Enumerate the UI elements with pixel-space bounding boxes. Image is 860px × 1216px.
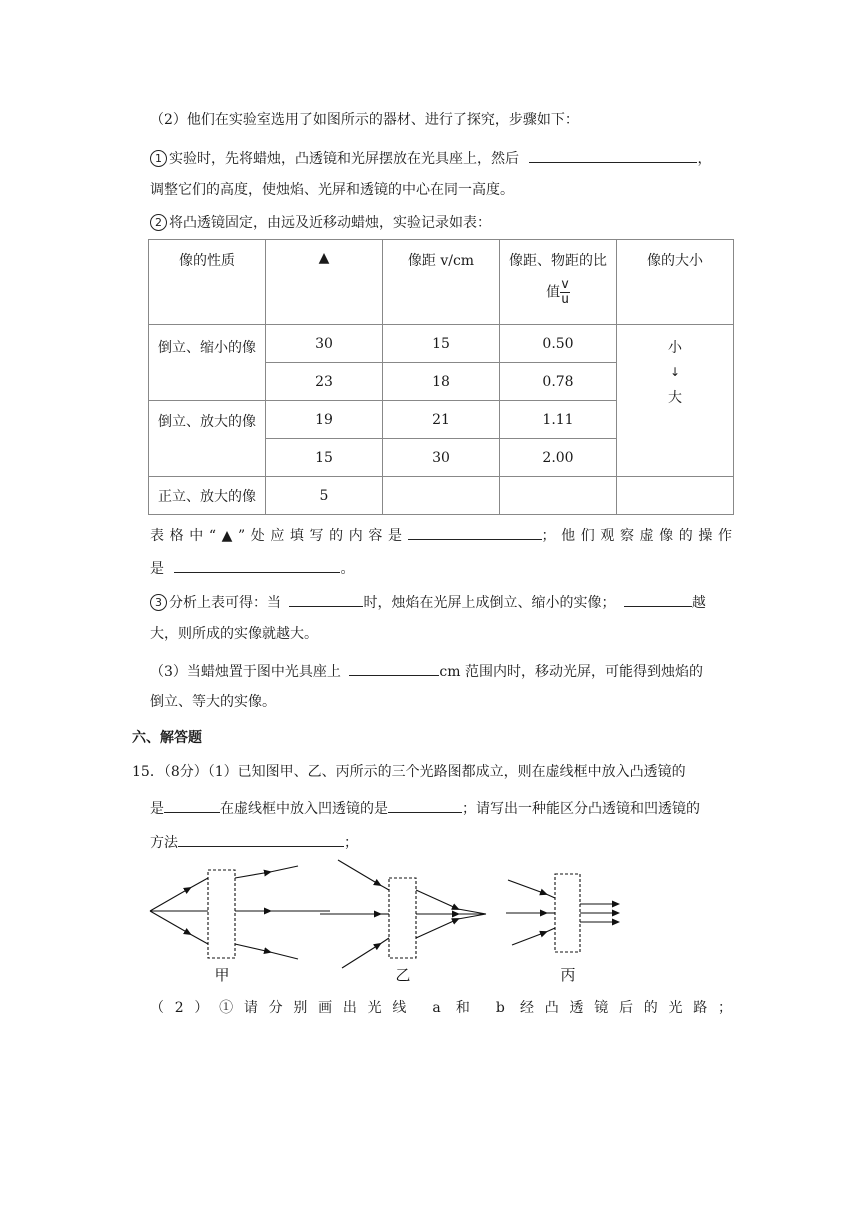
l3-text-b: 时，烛焰在光屏上成倒立、缩小的实像； bbox=[363, 595, 616, 611]
answer-blank[interactable] bbox=[349, 659, 439, 676]
answer-blank[interactable] bbox=[408, 523, 542, 540]
answer-blank[interactable] bbox=[624, 590, 692, 607]
l2-text: 是 bbox=[150, 561, 164, 577]
header-ratio bbox=[500, 240, 617, 325]
figure-yi bbox=[320, 860, 486, 968]
q3-text: （3）当蜡烛置于图中光具座上 bbox=[150, 664, 341, 680]
q3-text-b: cm 范围内时，移动光屏，可能得到烛焰的 bbox=[439, 664, 703, 680]
l2-period: 。 bbox=[340, 561, 355, 577]
q15-text-b: 在虚线框中放入凹透镜的是 bbox=[220, 801, 388, 817]
ratio-prefix: 值 bbox=[546, 284, 561, 301]
cell-u: 23 bbox=[266, 363, 383, 401]
q15-part2: （2）①请分别画出光线 a 和 b 经凸透镜后的光路； bbox=[150, 1000, 732, 1016]
q15-method-text: 方法 bbox=[150, 835, 178, 851]
cell-u: 15 bbox=[266, 439, 383, 477]
circle-number: 1 bbox=[150, 150, 167, 167]
experiment-table bbox=[148, 239, 734, 515]
l1-text: 表格中“▲”处应填写的内容是 bbox=[150, 528, 408, 544]
answer-blank[interactable] bbox=[388, 796, 462, 813]
size-big: 大 bbox=[668, 390, 682, 406]
figure-label-jia: 甲 bbox=[214, 966, 230, 984]
cell-v: 18 bbox=[383, 363, 500, 401]
after-table-line1 bbox=[150, 523, 732, 546]
cell-u: 19 bbox=[266, 401, 383, 439]
figure-jia bbox=[150, 866, 330, 959]
answer-blank[interactable] bbox=[529, 146, 697, 163]
cell-size-empty bbox=[617, 477, 734, 515]
q15-text-a: 是 bbox=[150, 801, 164, 817]
cell-v: 15 bbox=[383, 325, 500, 363]
ratio-fraction bbox=[560, 278, 570, 307]
q15-line3 bbox=[150, 830, 732, 853]
cell-ratio: 0.50 bbox=[500, 325, 617, 363]
section-heading: 六、解答题 bbox=[132, 730, 202, 746]
q15-line1: 15．（8分）（1）已知图甲、乙、丙所示的三个光路图都成立，则在虚线框中放入凸透镜的 bbox=[132, 764, 686, 780]
fraction-denominator: u bbox=[561, 292, 569, 307]
cell-u: 5 bbox=[266, 477, 383, 515]
nature-reduced: 倒立、缩小的像 bbox=[149, 325, 266, 401]
after-table-line2 bbox=[150, 556, 732, 579]
nature-virtual: 正立、放大的像 bbox=[149, 477, 266, 515]
q15-text-c: ；请写出一种能区分凸透镜和凹透镜的 bbox=[462, 801, 700, 817]
down-arrow-icon: ↓ bbox=[669, 365, 681, 379]
fraction-numerator: v bbox=[561, 277, 569, 292]
q3-line1 bbox=[150, 659, 732, 682]
circle-number: 3 bbox=[150, 594, 167, 611]
l3-text: 分析上表可得：当 bbox=[169, 595, 281, 611]
ratio-formula bbox=[500, 278, 616, 307]
cell-u: 30 bbox=[266, 325, 383, 363]
cell-ratio: 1.11 bbox=[500, 401, 617, 439]
figure-bing bbox=[506, 874, 618, 952]
q15-semicolon: ； bbox=[344, 835, 358, 851]
cell-ratio: 2.00 bbox=[500, 439, 617, 477]
cell-v: 21 bbox=[383, 401, 500, 439]
after-table-line3 bbox=[150, 590, 732, 613]
header-image-distance: 像距 v/cm bbox=[383, 240, 500, 325]
cell-v: 30 bbox=[383, 439, 500, 477]
q3-line2: 倒立、等大的实像。 bbox=[150, 694, 276, 710]
l1-text-b: ；他们观察虚像的操作 bbox=[541, 528, 732, 544]
answer-blank[interactable] bbox=[164, 796, 220, 813]
q2-step2 bbox=[150, 213, 732, 233]
answer-blank[interactable] bbox=[178, 830, 344, 847]
cell-v bbox=[383, 477, 500, 515]
light-path-figure bbox=[140, 852, 640, 987]
figure-label-bing: 丙 bbox=[560, 966, 576, 984]
l3-text-c: 越 bbox=[691, 595, 706, 611]
step2-text: 将凸透镜固定，由远及近移动蜡烛，实验记录如表： bbox=[169, 215, 491, 231]
answer-blank[interactable] bbox=[174, 556, 340, 573]
size-small: 小 bbox=[668, 340, 682, 356]
header-triangle: ▲ bbox=[266, 240, 383, 325]
header-size: 像的大小 bbox=[617, 240, 734, 325]
ratio-title: 像距、物距的比 bbox=[509, 253, 607, 269]
nature-enlarged: 倒立、放大的像 bbox=[149, 401, 266, 477]
cell-ratio bbox=[500, 477, 617, 515]
figure-label-yi: 乙 bbox=[395, 966, 411, 984]
step1-text: 实验时，先将蜡烛，凸透镜和光屏摆放在光具座上，然后 bbox=[169, 151, 519, 167]
answer-blank[interactable] bbox=[289, 590, 363, 607]
step1-comma: ， bbox=[697, 151, 712, 167]
q2-step1-line2: 调整它们的高度，使烛焰、光屏和透镜的中心在同一高度。 bbox=[150, 182, 514, 198]
after-table-line4: 大，则所成的实像就越大。 bbox=[150, 626, 318, 642]
q2-intro: （2）他们在实验室选用了如图所示的器材、进行了探究，步骤如下： bbox=[150, 112, 579, 128]
circle-number: 2 bbox=[150, 214, 167, 231]
cell-ratio: 0.78 bbox=[500, 363, 617, 401]
q15-line2 bbox=[150, 796, 732, 819]
size-column bbox=[617, 325, 734, 477]
header-nature: 像的性质 bbox=[149, 240, 266, 325]
q2-step1-line1 bbox=[150, 146, 732, 169]
